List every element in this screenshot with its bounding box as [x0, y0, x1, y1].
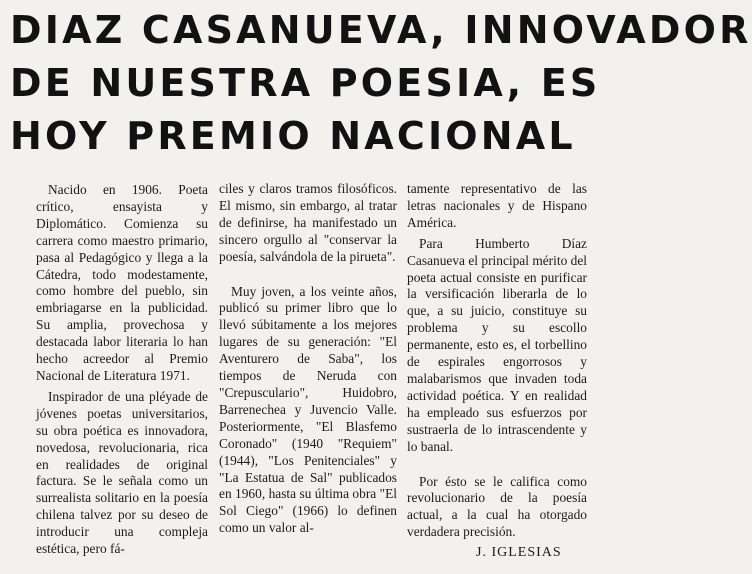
author-signature: J. IGLESIAS [476, 545, 562, 560]
column-3-paragraph-3: Por ésto se le califica como revolucionario de la poesía actual, a la cual ha otorgado verdadera precisión. [407, 473, 587, 540]
headline-line-2: DE NUESTRA POESIA, ES [10, 61, 601, 105]
headline-line-3: HOY PREMIO NACIONAL [10, 114, 576, 158]
headline [10, 4, 752, 163]
article-column-2 [219, 181, 397, 541]
article-column-3 [407, 181, 587, 545]
column-1-paragraph-1: Nacido en 1906. Poeta crítico, ensayista y Diplomático. Comienza su carrera como maestro primario, pasa al Pedagógico y llega a la Cátedra, todo modestamente, como hombre del pueblo, sin embriagarse en la publicidad. Su amplia, provechosa y destacada labor literaria lo han hecho acreedor al Premio Nacional de Literatura 1971. [36, 182, 208, 383]
column-2-paragraph-1: ciles y claros tramos filosóficos. El mismo, sin embargo, al tratar de definirse, ha manifestado un sincero orgullo al "conservar la poesía, salvándola de la pirueta". [219, 181, 397, 264]
column-1-paragraph-2: Inspirador de una pléyade de jóvenes poetas universitarios, su obra poética es innovadora, novedosa, revolucionaria, rica en realidades de original factura. Se le señala como un surrealista solitario en la poesía chilena talvez por su deseo de introducir una compleja estética, pero fá- [36, 388, 208, 557]
paragraph-gap [407, 460, 587, 474]
article-column-1 [36, 182, 208, 562]
column-2-paragraph-2: Muy joven, a los veinte años, publicó su primer libro que lo llevó súbitamente a los mejores lugares de su generación: "El Aventurero de Saba", los tiempos de Neruda con "Crepusculario", Huidobro, Barrenechea y Juvencio Valle. Posteriormente, "El Blasfemo Coronado" (1940 "Requiem" (1944), "Los Penitenciales" y "La Estatua de Sal" publicados en 1960, hasta su última obra "El Sol Ciego" (1966) lo definen como un valor al- [219, 283, 397, 536]
column-3-paragraph-2: Para Humberto Díaz Casanueva el principal mérito del poeta actual consiste en purificar la versificación liberarla de lo que, a su juicio, constituye su problema y su escollo permanente, esto es, el torbellino de espirales engorrosos y malabarismos que invaden toda actividad poética. Y en realidad ha empleado sus esfuerzos por sustraerla de lo intrascendente y lo banal. [407, 235, 587, 454]
paragraph-gap [219, 270, 397, 284]
column-3-paragraph-1: tamente representativo de las letras nacionales y de Hispano América. [407, 181, 587, 230]
headline-line-1: DIAZ CASANUEVA, INNOVADOR [10, 8, 752, 52]
